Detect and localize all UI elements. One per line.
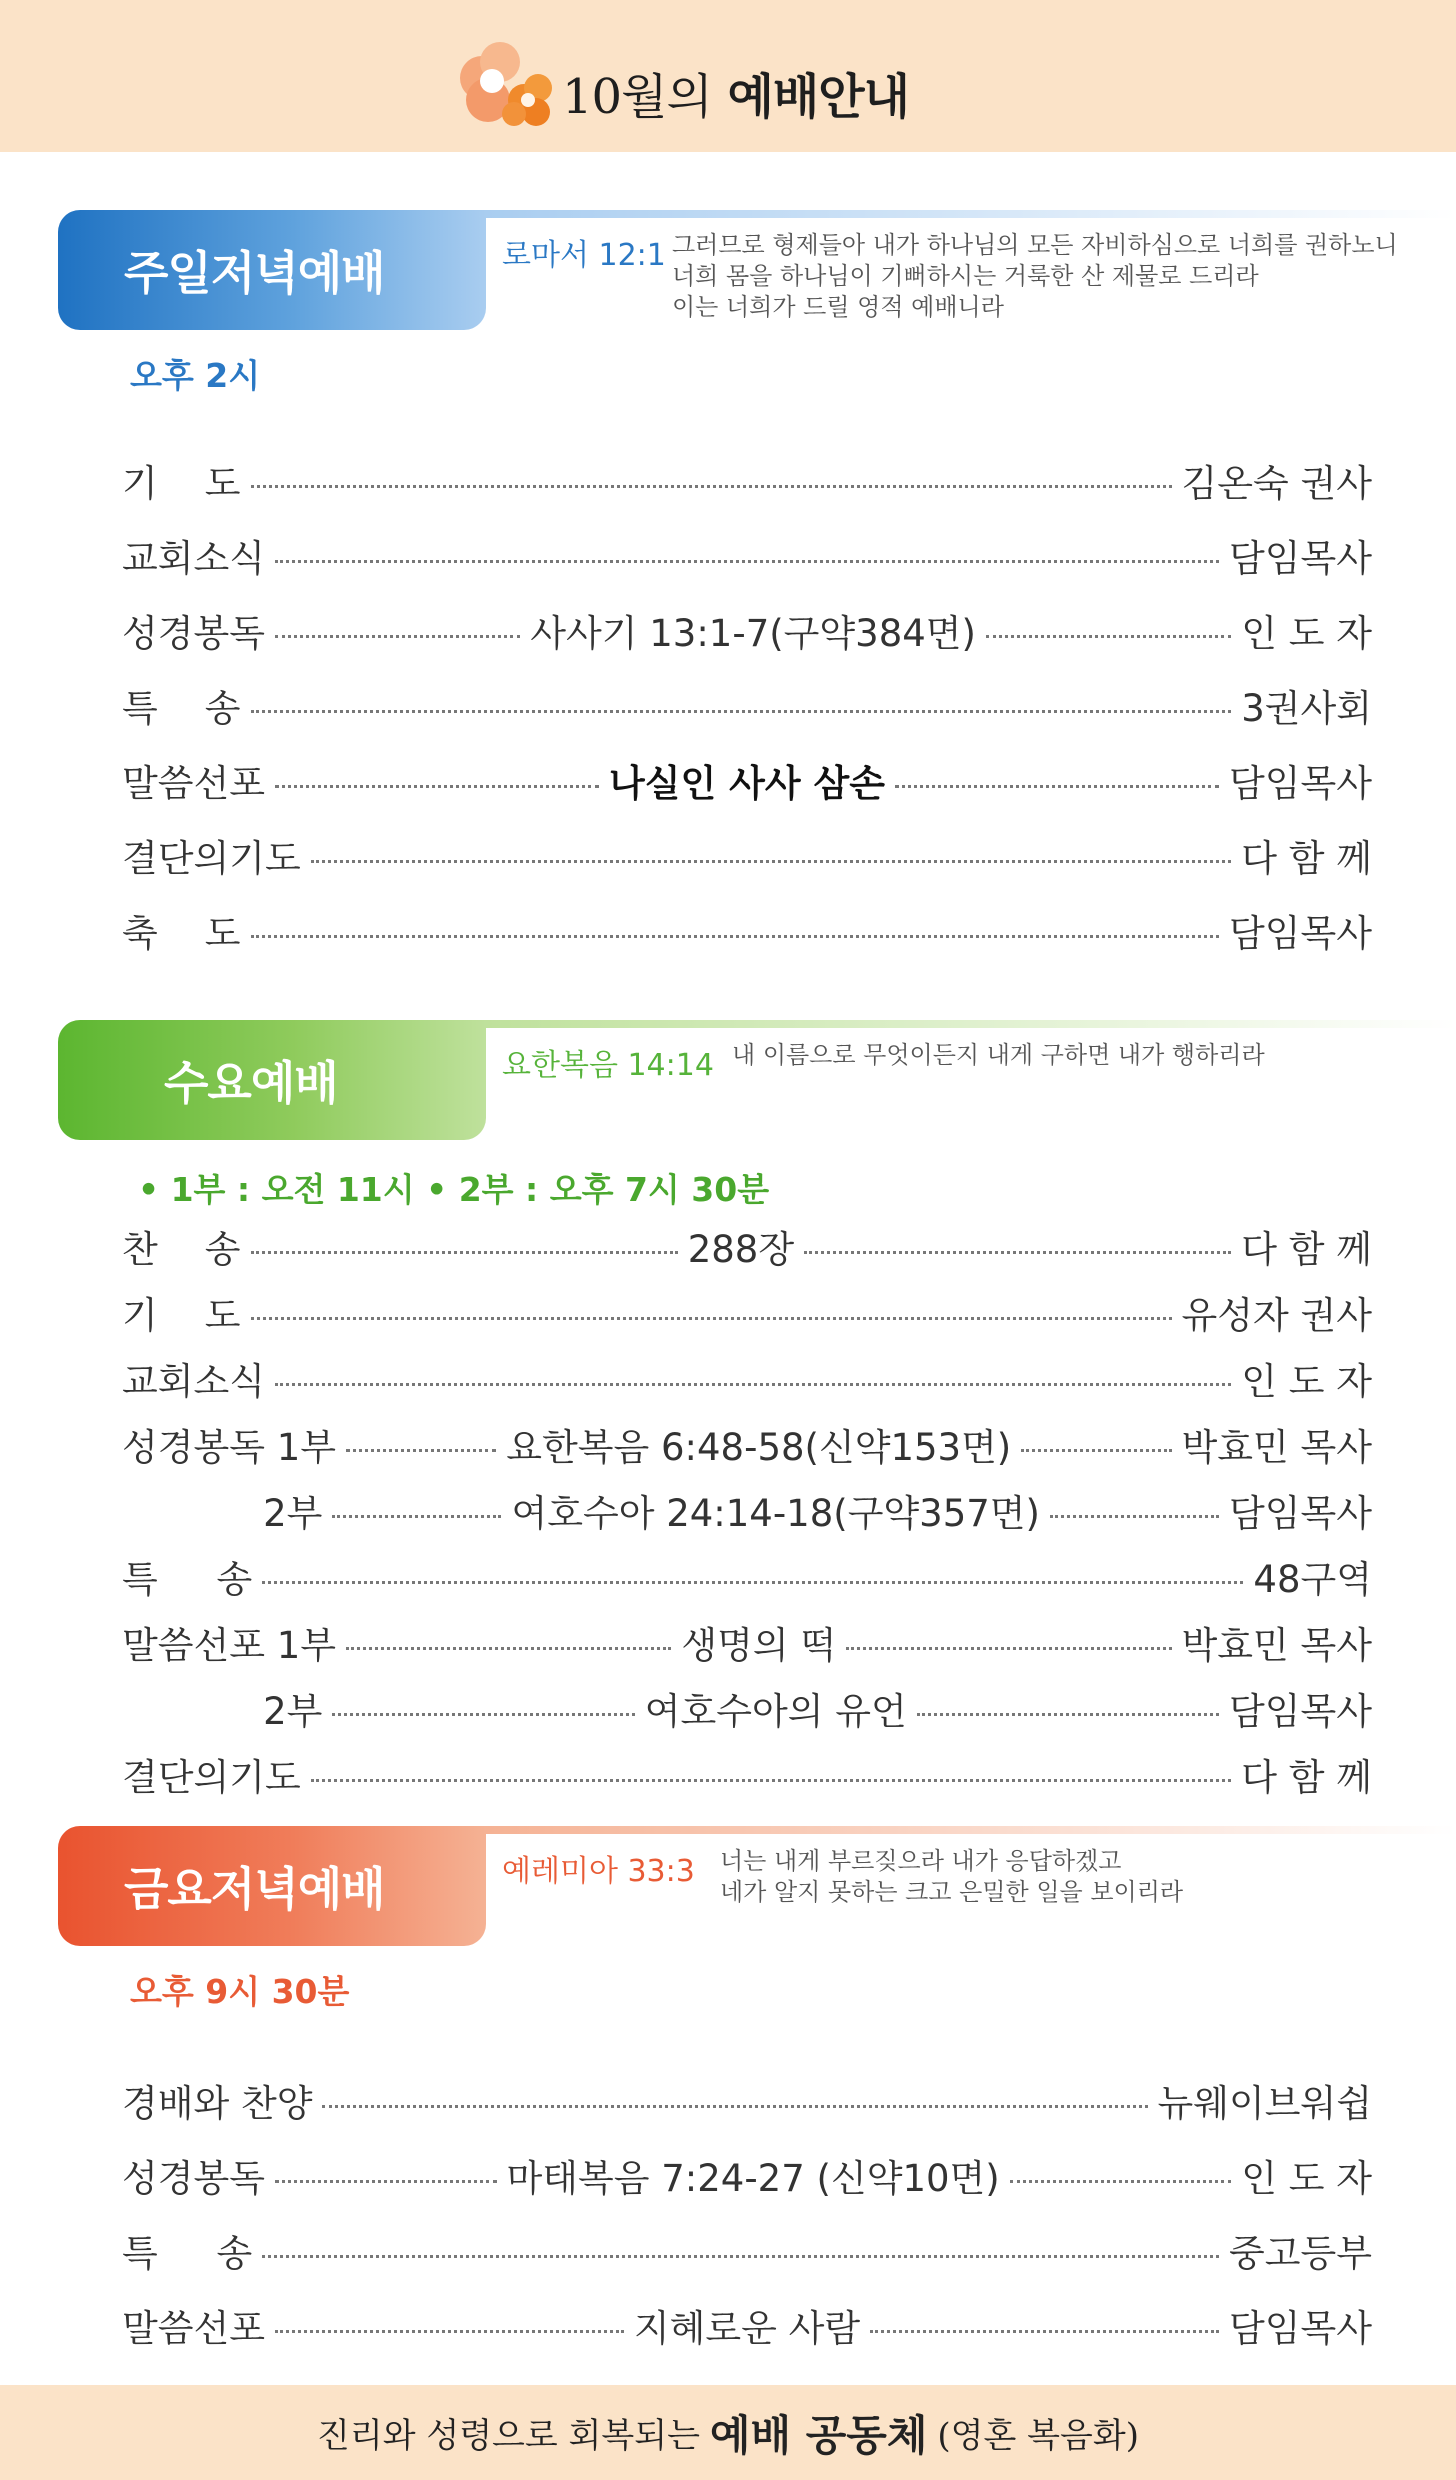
program-leader: 담임목사 [1229, 1492, 1372, 1535]
program-row [122, 531, 1372, 579]
section-wednesday [0, 1020, 1456, 1820]
program-leader: 박효민 목사 [1181, 1426, 1372, 1469]
section-strip [486, 1826, 1456, 1834]
program-row [122, 2226, 1372, 2274]
verse-line: 내 이름으로 무엇이든지 내게 구하면 내가 행하리라 [732, 1041, 1265, 1069]
section-strip [486, 1020, 1456, 1028]
program-item: 말씀선포 [122, 762, 265, 805]
title-main: 예배안내 [727, 69, 910, 125]
program-leader: 담임목사 [1229, 537, 1372, 580]
program-row [122, 1750, 1372, 1798]
program-detail: 생명의 떡 [681, 1624, 837, 1667]
program-row [122, 1486, 1372, 1534]
section-friday [0, 1826, 1456, 2350]
program-item: 기 도 [122, 1294, 241, 1337]
flower-logo-icon [452, 38, 562, 130]
dotted-leader [251, 710, 1232, 713]
dotted-leader [262, 2255, 1219, 2258]
program-leader: 다 함 께 [1241, 1228, 1372, 1271]
program-item: 찬 송 [122, 1228, 241, 1271]
program-item: 특 송 [122, 2232, 253, 2275]
service-time: 오후 9시 30분 [130, 1972, 350, 2011]
dotted-leader [804, 1251, 1231, 1254]
dotted-leader [275, 2330, 624, 2333]
dotted-leader [1010, 2180, 1232, 2183]
program-row [122, 756, 1372, 804]
dotted-leader [262, 1581, 1243, 1584]
program-leader: 담임목사 [1229, 762, 1372, 805]
program-item: 말씀선포 [122, 2307, 265, 2350]
program-item: 경배와 찬양 [122, 2082, 313, 2125]
footer-strong: 예배 공동체 [709, 2410, 928, 2460]
header-bar [0, 0, 1456, 152]
program-leader: 박효민 목사 [1181, 1624, 1373, 1667]
dotted-leader [275, 2180, 497, 2183]
dotted-leader [251, 485, 1172, 488]
program-leader: 중고등부 [1229, 2232, 1372, 2275]
dotted-leader [311, 860, 1232, 863]
dotted-leader [251, 935, 1220, 938]
dotted-leader [346, 1449, 496, 1452]
program-leader: 다 함 께 [1241, 837, 1372, 880]
verse-ref: 로마서 12:1 [502, 238, 666, 273]
section-header [58, 210, 1456, 330]
verse-text [732, 1040, 1265, 1071]
program-item: 교회소식 [122, 1360, 265, 1403]
program-detail: 288장 [687, 1228, 795, 1271]
program-item: 성경봉독 1부 [122, 1426, 337, 1469]
verse-line: 너는 내게 부르짖으라 내가 응답하겠고 [720, 1847, 1122, 1875]
program-leader: 뉴웨이브워쉽 [1157, 2082, 1372, 2125]
program-item: 기 도 [122, 462, 241, 505]
program-row [122, 1354, 1372, 1402]
dotted-leader [895, 785, 1219, 788]
section-label: 수요예배 [58, 1020, 486, 1140]
program-leader: 인 도 자 [1241, 1360, 1372, 1403]
dotted-leader [275, 635, 520, 638]
program-leader: 유성자 권사 [1181, 1294, 1372, 1337]
dotted-leader [332, 1713, 634, 1716]
program-item: 2부 [122, 1492, 323, 1535]
program-leader: 인 도 자 [1241, 2157, 1372, 2200]
dotted-leader [870, 2330, 1219, 2333]
dotted-leader [986, 635, 1231, 638]
dotted-leader [275, 560, 1219, 563]
program-leader: 다 함 께 [1241, 1756, 1372, 1799]
program-row [122, 1420, 1372, 1468]
verse-line: 네가 알지 못하는 크고 은밀한 일을 보이리라 [720, 1878, 1184, 1906]
program-row [122, 906, 1372, 954]
page-title [562, 58, 909, 127]
service-time: 오후 2시 [130, 356, 261, 395]
verse-text [672, 230, 1398, 323]
program-item: 성경봉독 [122, 612, 265, 655]
program-leader: 담임목사 [1229, 2307, 1372, 2350]
program-item: 특 송 [122, 687, 241, 730]
dotted-leader [251, 1317, 1172, 1320]
program-row [122, 1684, 1372, 1732]
program-row [122, 606, 1372, 654]
program-leader: 인 도 자 [1241, 612, 1372, 655]
dotted-leader [332, 1515, 501, 1518]
verse-line: 이는 너희가 드릴 영적 예배니라 [672, 293, 1004, 321]
program-detail: 사사기 13:1-7(구약384면) [530, 612, 976, 655]
dotted-leader [311, 1779, 1232, 1782]
dotted-leader [846, 1647, 1171, 1650]
program-row [122, 1288, 1372, 1336]
program-row [122, 681, 1372, 729]
section-label: 주일저녁예배 [58, 210, 486, 330]
footer-bar [0, 2385, 1456, 2480]
verse-ref: 예레미아 33:3 [502, 1854, 695, 1889]
verse-line: 그러므로 형제들아 내가 하나님의 모든 자비하심으로 너희를 권하노니 [672, 231, 1398, 259]
program-row [122, 456, 1372, 504]
program-row [122, 1618, 1372, 1666]
dotted-leader [917, 1713, 1219, 1716]
program-leader: 김온숙 권사 [1181, 462, 1372, 505]
footer-text: 진리와 성령으로 회복되는 [317, 2416, 700, 2456]
section-strip [486, 210, 1456, 218]
title-month: 10월의 [562, 69, 712, 125]
program-detail: 나실인 사사 삼손 [609, 762, 885, 805]
program-leader: 담임목사 [1229, 1690, 1373, 1733]
section-label: 금요저녁예배 [58, 1826, 486, 1946]
dotted-leader [275, 1383, 1231, 1386]
program-row [122, 2301, 1372, 2349]
program-item: 결단의기도 [122, 1756, 301, 1799]
program-item: 결단의기도 [122, 837, 301, 880]
program-detail: 지혜로운 사람 [633, 2307, 861, 2350]
verse-line: 너희 몸을 하나님이 기뻐하시는 거룩한 산 제물로 드리라 [672, 262, 1259, 290]
section-sunday [0, 210, 1456, 955]
dotted-leader [1050, 1515, 1219, 1518]
program-leader: 담임목사 [1229, 912, 1372, 955]
program-item: 축 도 [122, 912, 241, 955]
dotted-leader [322, 2105, 1147, 2108]
program-item: 성경봉독 [122, 2157, 265, 2200]
program-row [122, 2076, 1372, 2124]
program-item: 특 송 [122, 1558, 253, 1601]
dotted-leader [1021, 1449, 1171, 1452]
program-detail: 여호수아의 유언 [644, 1690, 907, 1733]
program-row [122, 1552, 1372, 1600]
program-detail: 여호수아 24:14-18(구약357면) [511, 1492, 1040, 1535]
program-row [122, 1222, 1372, 1270]
program-row [122, 2151, 1372, 2199]
dotted-leader [275, 785, 599, 788]
section-header [58, 1826, 1456, 1946]
verse-text [720, 1846, 1183, 1908]
program-leader: 3권사회 [1241, 687, 1372, 730]
dotted-leader [251, 1251, 678, 1254]
program-item: 2부 [122, 1690, 323, 1733]
service-time: • 1부 : 오전 11시 • 2부 : 오후 7시 30분 [138, 1170, 770, 1209]
program-leader: 48구역 [1253, 1558, 1372, 1601]
verse-ref: 요한복음 14:14 [502, 1048, 714, 1083]
section-header [58, 1020, 1456, 1140]
footer-note: (영혼 복음화) [937, 2416, 1139, 2456]
dotted-leader [346, 1647, 671, 1650]
program-item: 교회소식 [122, 537, 265, 580]
program-item: 말씀선포 1부 [122, 1624, 337, 1667]
program-detail: 요한복음 6:48-58(신약153면) [506, 1426, 1012, 1469]
program-row [122, 831, 1372, 879]
program-detail: 마태복음 7:24-27 (신약10면) [506, 2157, 1000, 2200]
